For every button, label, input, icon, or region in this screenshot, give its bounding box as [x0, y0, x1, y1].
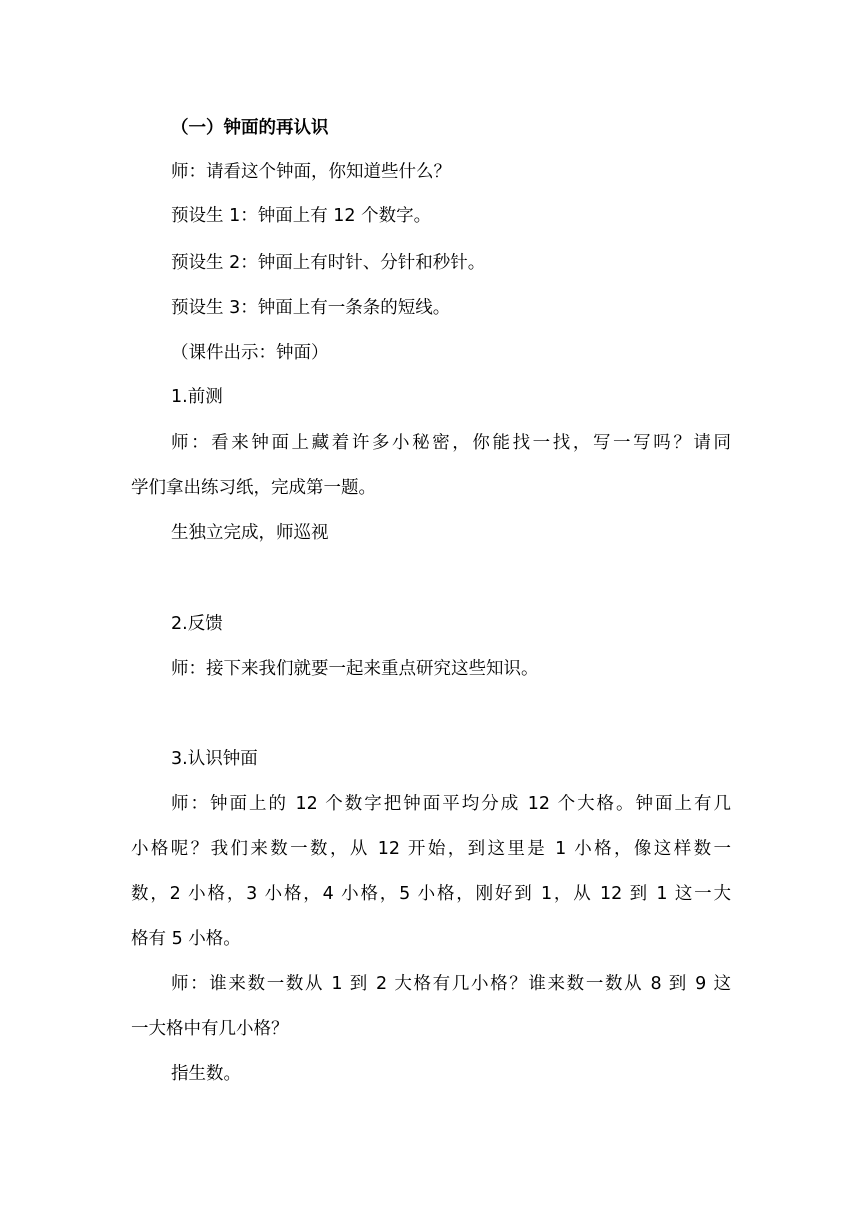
paragraph-teacher-count-line-2: 一大格中有几小格？ [131, 1019, 289, 1039]
subheading-clock-face: 3.认识钟面 [171, 749, 258, 769]
paragraph-student-1: 预设生 1：钟面上有 12 个数字。 [171, 206, 432, 226]
paragraph-teacher-next: 师：接下来我们就要一起来重点研究这些知识。 [171, 659, 539, 679]
paragraph-student-3: 预设生 3：钟面上有一条条的短线。 [171, 298, 451, 318]
paragraph-student-work: 生独立完成，师巡视 [171, 523, 329, 543]
paragraph-clock-explain-line-3: 数，2 小格，3 小格，4 小格，5 小格，刚好到 1，从 12 到 1 这一大 [131, 884, 731, 904]
paragraph-teacher-prompt-line-1: 师：看来钟面上藏着许多小秘密，你能找一找，写一写吗？请同 [171, 433, 731, 453]
paragraph-student-count: 指生数。 [171, 1064, 241, 1084]
paragraph-clock-explain-line-1: 师：钟面上的 12 个数字把钟面平均分成 12 个大格。钟面上有几 [171, 794, 731, 814]
paragraph-courseware-note: （课件出示：钟面） [171, 343, 329, 363]
subheading-feedback: 2.反馈 [171, 614, 223, 634]
paragraph-clock-explain-line-2: 小格呢？我们来数一数，从 12 开始，到这里是 1 小格，像这样数一 [131, 839, 731, 859]
paragraph-teacher-prompt-line-2: 学们拿出练习纸，完成第一题。 [131, 478, 376, 498]
paragraph-clock-explain-line-4: 格有 5 小格。 [131, 929, 241, 949]
section-heading: （一）钟面的再认识 [171, 118, 329, 138]
paragraph-teacher-count-line-1: 师：谁来数一数从 1 到 2 大格有几小格？谁来数一数从 8 到 9 这 [171, 974, 731, 994]
paragraph-student-2: 预设生 2：钟面上有时针、分针和秒针。 [171, 253, 486, 273]
paragraph-teacher-question: 师：请看这个钟面，你知道些什么？ [171, 162, 451, 182]
subheading-pretest: 1.前测 [171, 387, 223, 407]
